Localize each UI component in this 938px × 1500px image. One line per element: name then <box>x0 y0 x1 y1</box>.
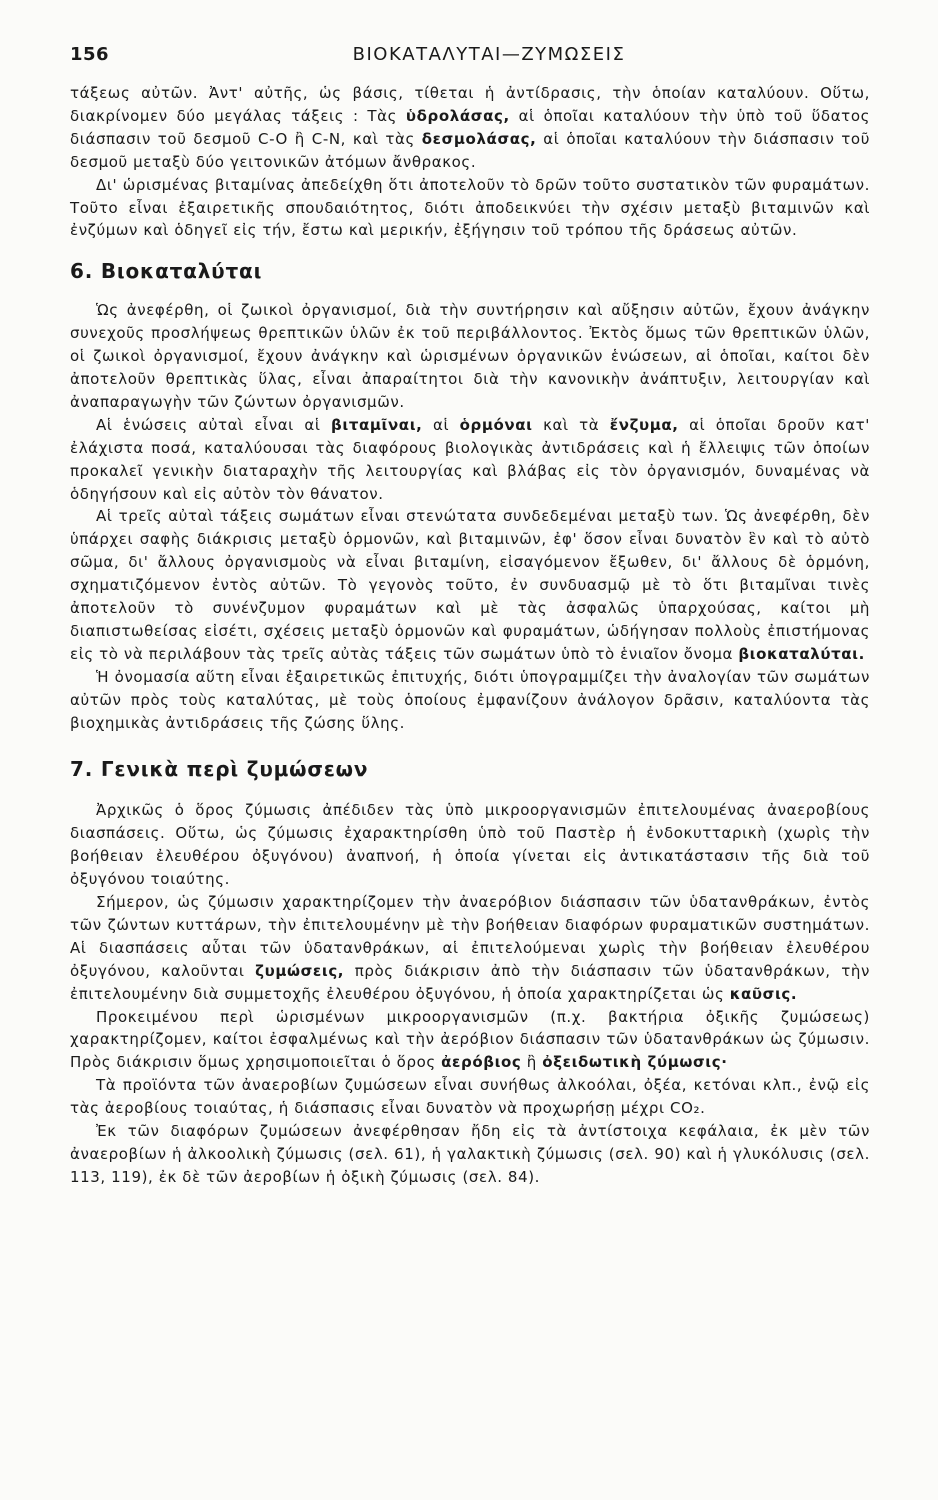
term-hormones: ὁρμόναι <box>459 415 533 434</box>
running-title: ΒΙΟΚΑΤΑΛΥΤΑΙ—ΖΥΜΩΣΕΙΣ <box>352 44 626 65</box>
section-7-paragraph-2 <box>70 891 870 1006</box>
page-number: 156 <box>70 44 110 65</box>
text-span: τάξεως αὐτῶν. Ἀντ' αὐτῆς, ὡς βάσις, τίθεται ἡ ἀντίδρασις, τὴν ὁποίαν καταλύουν. Οὕτω, διακρίνομεν δύο μεγάλας τάξεις : Τὰς <box>70 84 870 125</box>
text-span: Αἱ ἑνώσεις αὐταὶ εἶναι αἱ <box>96 415 332 434</box>
text-span: αἱ ὁποῖαι καταλύουν τὴν ὑπὸ τοῦ ὕδατος διάσπασιν τοῦ δεσμοῦ C-O ἢ C-N, καὶ τὰς <box>70 106 870 148</box>
section-7-paragraph-1: Ἀρχικῶς ὁ ὅρος ζύμωσις ἀπέδιδεν τὰς ὑπὸ μικροοργανισμῶν ἐπιτελουμένας ἀναεροβίους διασπάσεις. Οὕτω, ὡς ζύμωσις ἐχαρακτηρίσθη ὑπὸ τοῦ Παστὲρ ἡ ἐνδοκυτταρικὴ (χωρὶς τὴν βοήθειαν ἐλευθέρου ὀξυγόνου) ἀναπνοή, ἡ ὁποία γίνεται εἰς ἀντικατάστασιν τῆς διὰ τοῦ ὀξυγόνου τοιαύτης. <box>70 801 870 889</box>
section-6-paragraph-1: Ὡς ἀνεφέρθη, οἱ ζωικοὶ ὀργανισμοί, διὰ τὴν συντήρησιν καὶ αὔξησιν αὐτῶν, ἔχουν ἀνάγκην συνεχοῦς προσλήψεως θρεπτικῶν ὑλῶν ἐκ τοῦ περιβάλλοντος. Ἐκτὸς ὅμως τῶν θρεπτικῶν ὑλῶν, οἱ ζωικοὶ ὀργανισμοί, ἔχουν ἀνάγκην καὶ ὡρισμένων ὀργανικῶν ἑνώσεων, αἱ ὁποῖαι, καίτοι δὲν ἀποτελοῦν θρεπτικὰς ὕλας, εἶναι ἀπαραίτητοι διὰ τὴν κανονικὴν ἀνάπτυξιν, λειτουργίαν καὶ ἀναπαραγωγὴν τῶν ζώντων ὀργανισμῶν. <box>70 301 870 411</box>
text-span: πρὸς διάκρισιν ἀπὸ τὴν διάσπασιν τῶν ὑδατανθράκων, τὴν ἐπιτελουμένην διὰ συμμετοχῆς ἐλευθέρου ὀξυγόνου, ἡ ὁποία χαρακτηρίζεται ὡς <box>70 961 870 1003</box>
section-6-paragraph-3 <box>70 505 870 665</box>
term-hydrolases: ὑδρολάσας, <box>405 106 510 125</box>
intro-paragraph-2: Δι' ὡρισμένας βιταμίνας ἀπεδείχθη ὅτι ἀποτελοῦν τὸ δρῶν τοῦτο συστατικὸν τῶν φυραμάτων. Τοῦτο εἶναι ἐξαιρετικῆς σπουδαιότητος, διότι ἀποδεικνύει τὴν σχέσιν μεταξὺ βιταμινῶν καὶ ἐνζύμων καὶ ὁδηγεῖ εἰς τήν, ἔστω καὶ μερικήν, ἐξήγησιν τοῦ τρόπου τῆς δράσεως αὐτῶν. <box>70 175 870 240</box>
text-span: αἱ <box>422 415 460 434</box>
text-span: αἱ ὁποῖαι δροῦν κατ' ἐλάχιστα ποσά, καταλύουσαι τὰς διαφόρους βιολογικὰς ἀντιδράσεις καὶ ἡ ἔλλειψις τῶν ὁποίων προκαλεῖ γενικὴν διαταραχὴν τῆς λειτουργίας καὶ βλάβας εἰς τὸν ὀργανισμόν, δυναμένας νὰ ὁδηγήσουν καὶ εἰς αὐτὸν τὸν θάνατον. <box>70 415 871 503</box>
section-6-heading: 6. Βιοκαταλύται <box>70 259 263 284</box>
term-biocatalysts: βιοκαταλύται. <box>738 644 865 663</box>
section-7-paragraph-3 <box>70 1006 870 1075</box>
section-7-heading: 7. Γενικὰ περὶ ζυμώσεων <box>70 757 369 782</box>
term-aerobic: ἀερόβιος <box>441 1053 522 1072</box>
text-span: αἱ ὁποῖαι καταλύουν τὴν διάσπασιν τοῦ δεσμοῦ μεταξὺ δύο γειτονικῶν ἀτόμων ἄνθρακος. <box>70 129 870 171</box>
section-7-paragraph-5: Ἐκ τῶν διαφόρων ζυμώσεων ἀνεφέρθησαν ἤδη εἰς τὰ ἀντίστοιχα κεφάλαια, ἐκ μὲν τῶν ἀναεροβίων ἡ ἀλκοολικὴ ζύμωσις (σελ. 61), ἡ γαλακτικὴ ζύμωσις (σελ. 90) καὶ ἡ γλυκόλυσις (σελ. 113, 119), ἐκ δὲ τῶν ἀεροβίων ἡ ὀξικὴ ζύμωσις (σελ. 84). <box>70 1122 870 1186</box>
text-span: Σήμερον, ὡς ζύμωσιν χαρακτηρίζομεν τὴν ἀναερόβιον διάσπασιν τῶν ὑδατανθράκων, ἐντὸς τῶν ζώντων κυττάρων, τὴν ἐπιτελουμένην μὲ τὴν βοήθειαν διαφόρων φυραματικῶν συστημάτων. Αἱ διασπάσεις αὗται τῶν ὑδατανθράκων, αἱ ἐπιτελούμεναι χωρὶς τὴν βοήθειαν ἐλευθέρου ὀξυγόνου, καλοῦνται <box>70 893 870 980</box>
text-span: Αἱ τρεῖς αὐταὶ τάξεις σωμάτων εἶναι στενώτατα συνδεδεμέναι μεταξὺ των. Ὡς ἀνεφέρθη, δὲν ὑπάρχει σαφὴς διάκρισις μεταξὺ ὁρμονῶν, καὶ βιταμινῶν, ἐφ' ὅσον εἶναι δυνατὸν ἓν καὶ τὸ αὐτὸ σῶμα, δι' ἄλλους ὀργανισμοὺς νὰ εἶναι βιταμίνη, εἰσαγόμενον ἔξωθεν, δι' ἄλλους δὲ ὁρμόνη, σχηματιζόμενον ἐντὸς αὐτῶν. Τὸ γεγονὸς τοῦτο, ἐν συνδυασμῷ μὲ τὸ ὅτι βιταμῖναι τινὲς ἀποτελοῦν τὸ συνένζυμον φυραμάτων καὶ μὲ τὰς ἀσφαλῶς ὑπαρχούσας, καίτοι μὴ διαπιστωθείσας εἰσέτι, σχέσεις μεταξὺ ὁρμονῶν καὶ φυραμάτων, ὡδήγησαν πολλοὺς ἐπιστήμονας εἰς τὸ νὰ περιλάβουν τὰς τρεῖς αὐτὰς τάξεις τῶν σωμάτων ὑπὸ τὸ ἑνιαῖον ὄνομα <box>70 507 870 663</box>
text-span: ἢ <box>521 1053 543 1072</box>
term-combustion: καῦσις. <box>729 984 798 1003</box>
section-6-paragraph-4: Ἡ ὀνομασία αὕτη εἶναι ἐξαιρετικῶς ἐπιτυχής, διότι ὑπογραμμίζει τὴν ἀναλογίαν τῶν σωμάτων αὐτῶν πρὸς τοὺς καταλύτας, μὲ τοὺς ὁποίους ἐμφανίζουν ἀνάλογον δρᾶσιν, καταλύοντα τὰς βιοχημικὰς ἀντιδράσεις τῆς ζώσης ὕλης. <box>70 667 870 732</box>
section-7-paragraph-4: Τὰ προϊόντα τῶν ἀναεροβίων ζυμώσεων εἶναι συνήθως ἀλκοόλαι, ὀξέα, κετόναι κλπ., ἐνῷ εἰς τὰς ἀεροβίους τοιαύτας, ἡ διάσπασις εἶναι δυνατὸν νὰ προχωρήσῃ μέχρι CO₂. <box>70 1076 870 1118</box>
term-vitamins: βιταμῖναι, <box>331 415 423 434</box>
text-span: Προκειμένου περὶ ὡρισμένων μικροοργανισμῶν (π.χ. βακτήρια ὀξικῆς ζυμώσεως) χαρακτηρίζομεν, καίτοι ἐσφαλμένως καὶ τὴν ἀερόβιον διάσπασιν τῶν ὑδατανθράκων ὡς ζύμωσιν. Πρὸς διάκρισιν ὅμως χρησιμοποιεῖται ὁ ὅρος <box>70 1007 870 1072</box>
page-body <box>70 82 870 1189</box>
intro-paragraph <box>70 82 870 174</box>
term-desmolases: δεσμολάσας, <box>421 129 537 148</box>
text-span: καὶ τὰ <box>532 415 610 434</box>
page-header <box>0 0 938 80</box>
section-6-paragraph-2 <box>70 414 870 506</box>
term-fermentations: ζυμώσεις, <box>255 961 345 980</box>
term-enzymes: ἔνζυμα, <box>609 415 679 434</box>
term-oxidative-fermentation: ὀξειδωτικὴ ζύμωσις· <box>542 1053 728 1072</box>
